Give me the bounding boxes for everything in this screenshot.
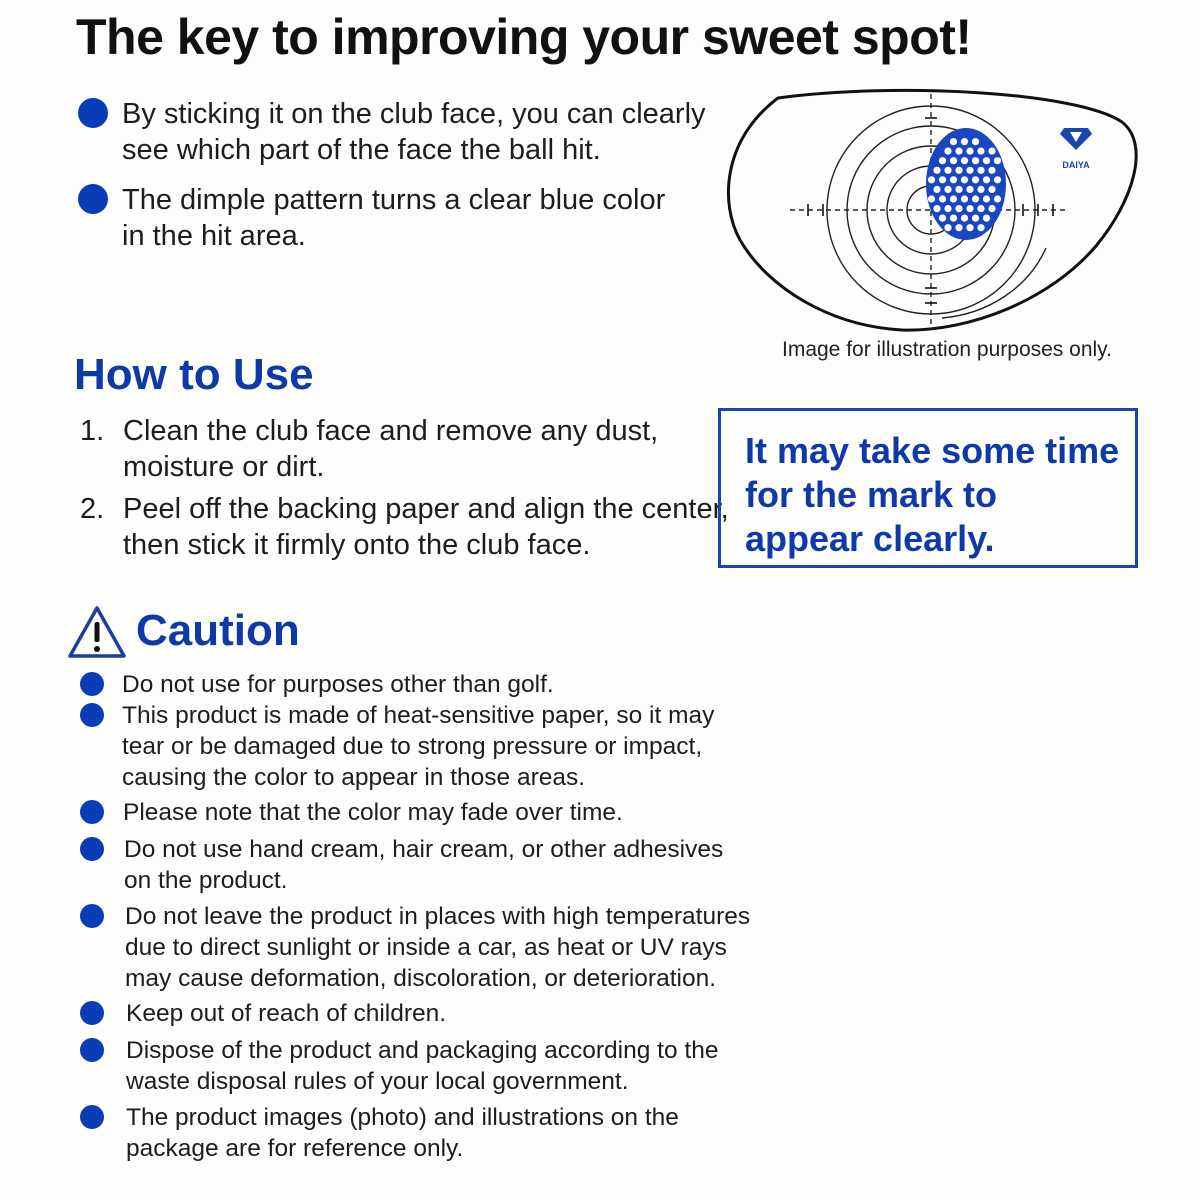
dimple — [933, 205, 940, 212]
page-title: The key to improving your sweet spot! — [76, 9, 972, 65]
dimple — [977, 224, 984, 231]
dimple — [950, 176, 957, 183]
dimple — [939, 215, 946, 222]
dimple — [977, 205, 984, 212]
dimple — [983, 215, 990, 222]
dimple — [950, 157, 957, 164]
dimple — [928, 176, 935, 183]
caution-item-3: Please note that the color may fade over time. — [123, 799, 623, 826]
dimple — [994, 195, 1001, 202]
dimple — [972, 176, 979, 183]
dimple — [944, 205, 951, 212]
intro-bullet-2 — [78, 184, 108, 214]
dimple — [972, 195, 979, 202]
dimple — [944, 186, 951, 193]
dimple — [950, 195, 957, 202]
step-number-1: 1. — [80, 415, 105, 447]
dimple — [955, 224, 962, 231]
dimple — [966, 186, 973, 193]
dimple — [955, 205, 962, 212]
caution-item-1: Do not use for purposes other than golf. — [122, 671, 554, 698]
caution-bullet-1 — [80, 672, 104, 696]
dimple — [966, 148, 973, 155]
dimple — [961, 215, 968, 222]
dimple — [955, 148, 962, 155]
dimple — [977, 167, 984, 174]
note-text: It may take some time for the mark to appear clearly. — [745, 430, 1120, 559]
step-2: Peel off the backing paper and align the center, then stick it firmly onto the club face. — [123, 493, 729, 561]
dimple — [961, 157, 968, 164]
illustration-caption: Image for illustration purposes only. — [782, 338, 1112, 361]
dimple — [994, 176, 1001, 183]
how-to-use-heading: How to Use — [74, 350, 314, 399]
caution-bullet-5 — [80, 904, 104, 928]
caution-item-5: Do not leave the product in places with high temperatures due to direct sunlight or inside a car, as heat or UV rays may cause deformation, discoloration, or deterioration. — [125, 903, 751, 992]
intro-bullet-1 — [78, 98, 108, 128]
intro-item-1: By sticking it on the club face, you can clearly see which part of the face the ball hit. — [122, 98, 706, 166]
dimple — [988, 148, 995, 155]
warning-triangle-icon — [66, 604, 128, 660]
caution-bullet-3 — [80, 800, 104, 824]
intro-item-2: The dimple pattern turns a clear blue color in the hit area. — [122, 184, 666, 252]
caution-item-2: This product is made of heat-sensitive paper, so it may tear or be damaged due to strong pressure or impact, causing the color to appear in those areas. — [122, 702, 715, 791]
caution-bullet-2 — [80, 703, 104, 727]
dimple — [977, 186, 984, 193]
dimple — [955, 186, 962, 193]
caution-item-6: Keep out of reach of children. — [126, 1000, 447, 1027]
caution-item-8: The product images (photo) and illustrations on the package are for reference only. — [126, 1104, 679, 1162]
dimple — [983, 157, 990, 164]
dimple — [972, 215, 979, 222]
dimple — [933, 167, 940, 174]
dimple — [944, 224, 951, 231]
step-number-2: 2. — [80, 493, 105, 525]
dimple — [961, 195, 968, 202]
dimple — [966, 224, 973, 231]
caution-bullet-8 — [80, 1105, 104, 1129]
dimple — [950, 138, 957, 145]
dimple — [944, 148, 951, 155]
dimple — [977, 148, 984, 155]
note-box — [718, 408, 1138, 568]
dimple — [955, 167, 962, 174]
caution-item-7: Dispose of the product and packaging according to the waste disposal rules of your local government. — [126, 1037, 719, 1095]
step-1: Clean the club face and remove any dust, moisture or dirt. — [123, 415, 659, 483]
caution-bullet-4 — [80, 837, 104, 861]
dimple — [944, 167, 951, 174]
dimple — [983, 176, 990, 183]
dimple — [939, 195, 946, 202]
caution-bullet-6 — [80, 1001, 104, 1025]
dimple — [966, 167, 973, 174]
dimple — [988, 167, 995, 174]
blue-dimple-mark — [926, 128, 1006, 240]
dimple — [966, 205, 973, 212]
dimple — [994, 157, 1001, 164]
dimple — [950, 215, 957, 222]
caution-heading: Caution — [136, 606, 300, 655]
caution-bullet-7 — [80, 1038, 104, 1062]
caution-item-4: Do not use hand cream, hair cream, or other adhesives on the product. — [124, 836, 724, 894]
dimple — [939, 176, 946, 183]
club-face-illustration — [718, 88, 1138, 334]
dimple — [939, 157, 946, 164]
dimple — [972, 157, 979, 164]
dimple — [988, 186, 995, 193]
dimple — [988, 205, 995, 212]
dimple — [972, 138, 979, 145]
dimple — [961, 138, 968, 145]
dimple — [961, 176, 968, 183]
dimple — [933, 186, 940, 193]
dimple — [928, 195, 935, 202]
dimple — [983, 195, 990, 202]
brand-text: DAIYA — [1062, 160, 1090, 170]
